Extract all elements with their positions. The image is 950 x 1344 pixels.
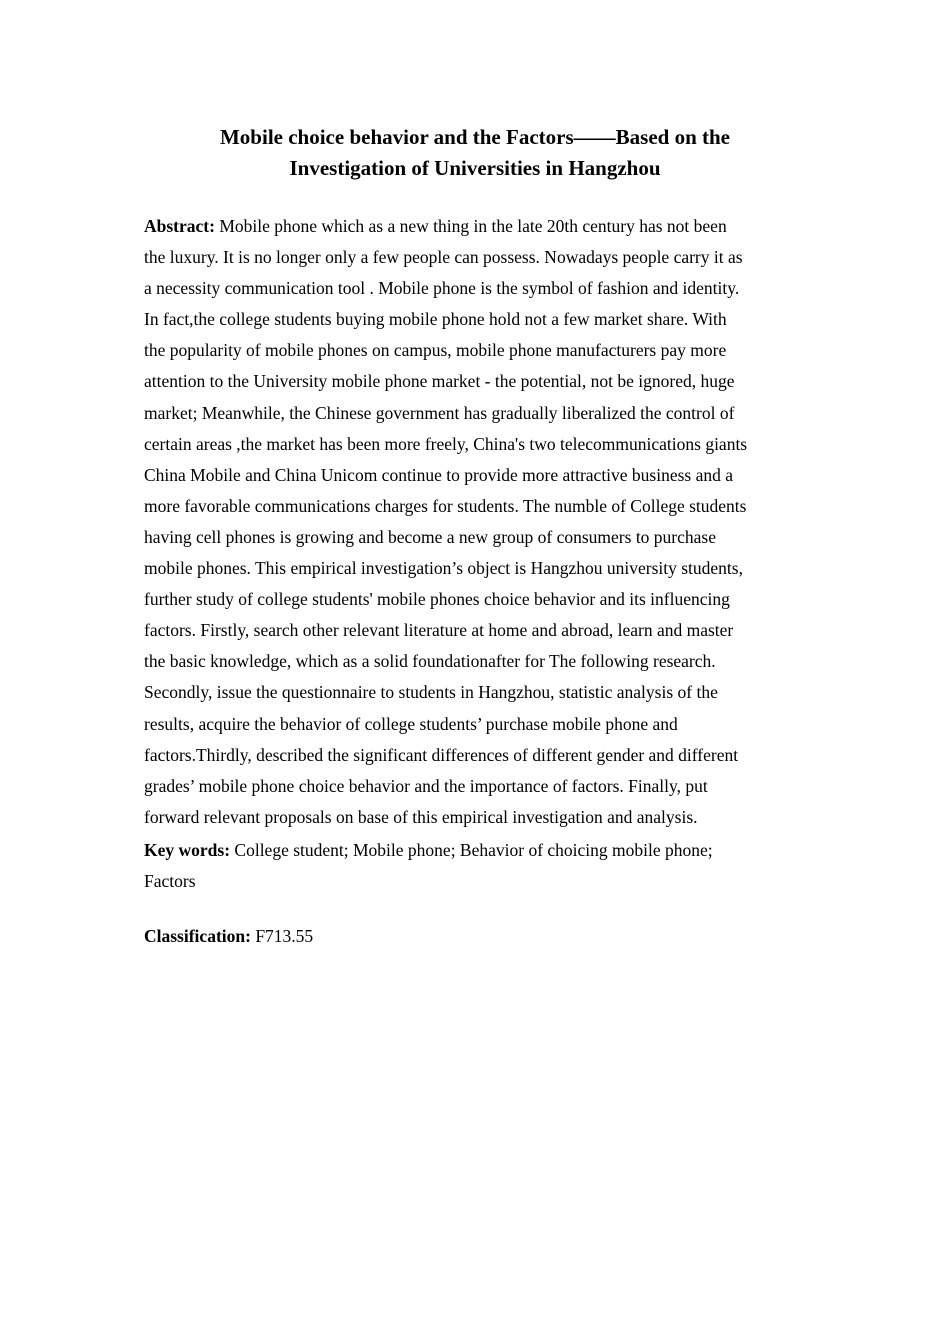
keywords-line: Factors: [144, 871, 196, 892]
abstract-line: factors.Thirdly, described the significant differences of different gender and different: [144, 744, 739, 765]
abstract-line: Secondly, issue the questionnaire to students in Hangzhou, statistic analysis of the: [144, 682, 718, 703]
abstract-line: certain areas ,the market has been more freely, China's two telecommunications giants: [144, 433, 748, 454]
abstract-section: [144, 211, 808, 833]
abstract-line: market; Meanwhile, the Chinese government has gradually liberalized the control of: [144, 402, 735, 423]
abstract-line: further study of college students' mobile phones choice behavior and its influencing: [144, 589, 730, 610]
abstract-line: forward relevant proposals on base of this empirical investigation and analysis.: [144, 806, 698, 827]
abstract-line: a necessity communication tool . Mobile phone is the symbol of fashion and identity.: [144, 278, 740, 299]
keywords-line: [144, 835, 808, 866]
abstract-line: results, acquire the behavior of college students’ purchase mobile phone and: [144, 713, 678, 734]
classification-label: Classification:: [144, 926, 251, 946]
abstract-line: the luxury. It is no longer only a few people can possess. Nowadays people carry it as: [144, 247, 743, 268]
paper-title: [144, 122, 806, 184]
abstract-line: factors. Firstly, search other relevant literature at home and abroad, learn and master: [144, 620, 734, 641]
keywords-line-text: College student; Mobile phone; Behavior of choicing mobile phone;: [230, 840, 713, 860]
abstract-line: the basic knowledge, which as a solid foundationafter for The following research.: [144, 651, 716, 672]
abstract-label: Abstract:: [144, 216, 215, 236]
abstract-line: mobile phones. This empirical investigation’s object is Hangzhou university students,: [144, 558, 743, 579]
abstract-line-text: Mobile phone which as a new thing in the late 20th century has not been: [214, 216, 727, 236]
keywords-section: [144, 835, 808, 897]
classification-section: [144, 921, 808, 952]
abstract-line: In fact,the college students buying mobile phone hold not a few market share. With: [144, 309, 727, 330]
keywords-label: Key words:: [144, 840, 231, 860]
abstract-line: the popularity of mobile phones on campus, mobile phone manufacturers pay more: [144, 340, 727, 361]
abstract-line: [144, 211, 808, 242]
abstract-line: grades’ mobile phone choice behavior and the importance of factors. Finally, put: [144, 775, 708, 796]
abstract-line: attention to the University mobile phone market - the potential, not be ignored, huge: [144, 371, 735, 392]
title-line-1: Mobile choice behavior and the Factors——Based on the: [219, 125, 730, 149]
abstract-line: having cell phones is growing and become a new group of consumers to purchase: [144, 526, 716, 547]
title-line-2: Investigation of Universities in Hangzhou: [289, 156, 661, 180]
abstract-line: China Mobile and China Unicom continue to provide more attractive business and a: [144, 464, 734, 485]
abstract-line: more favorable communications charges for students. The numble of College students: [144, 495, 747, 516]
classification-value: F713.55: [250, 926, 314, 946]
